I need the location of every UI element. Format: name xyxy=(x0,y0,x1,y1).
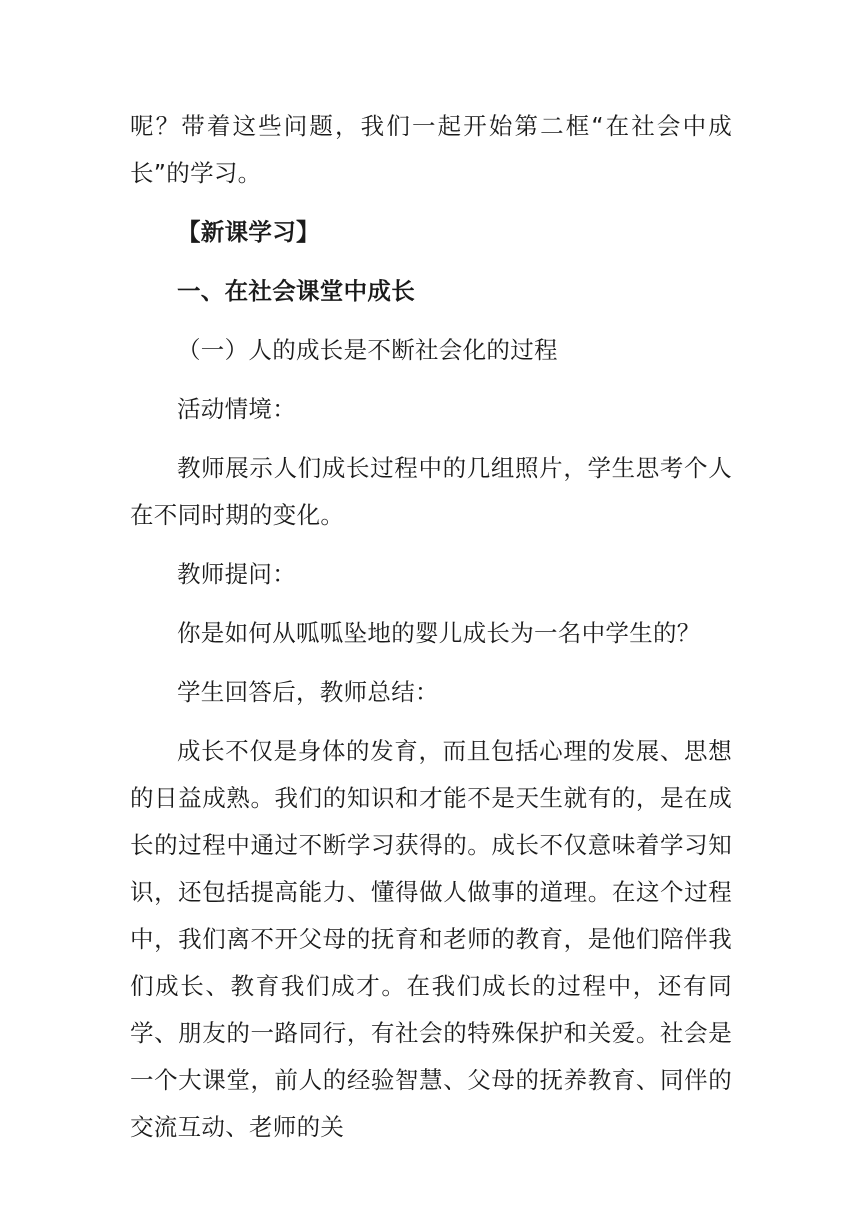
question-paragraph: 你是如何从呱呱坠地的婴儿成长为一名中学生的？ xyxy=(177,619,701,647)
document-body xyxy=(130,103,732,1163)
subsection-heading: （一）人的成长是不断社会化的过程 xyxy=(177,336,558,364)
intro-paragraph: 呢？带着这些问题，我们一起开始第二框“在社会中成长”的学习。 xyxy=(130,112,732,187)
section-heading: 一、在社会课堂中成长 xyxy=(177,277,415,305)
section-label: 【新课学习】 xyxy=(177,218,320,246)
summary-paragraph: 成长不仅是身体的发育，而且包括心理的发展、思想的日益成熟。我们的知识和才能不是天生就有的，是在成长的过程中通过不断学习获得的。成长不仅意味着学习知识，还包括提高能力、懂得做人做事的道理。在这个过程中，我们离不开父母的抚育和老师的教育，是他们陪伴我们成长、教育我们成才。在我们成长的过程中，还有同学、朋友的一路同行，有社会的特殊保护和关爱。社会是一个大课堂，前人的经验智慧、父母的抚养教育、同伴的交流互动、老师的关 xyxy=(130,737,732,1141)
summary-label: 学生回答后，教师总结： xyxy=(177,678,439,706)
question-label: 教师提问： xyxy=(177,560,296,588)
activity-paragraph: 教师展示人们成长过程中的几组照片，学生思考个人在不同时期的变化。 xyxy=(130,454,732,529)
activity-label: 活动情境： xyxy=(177,395,296,423)
